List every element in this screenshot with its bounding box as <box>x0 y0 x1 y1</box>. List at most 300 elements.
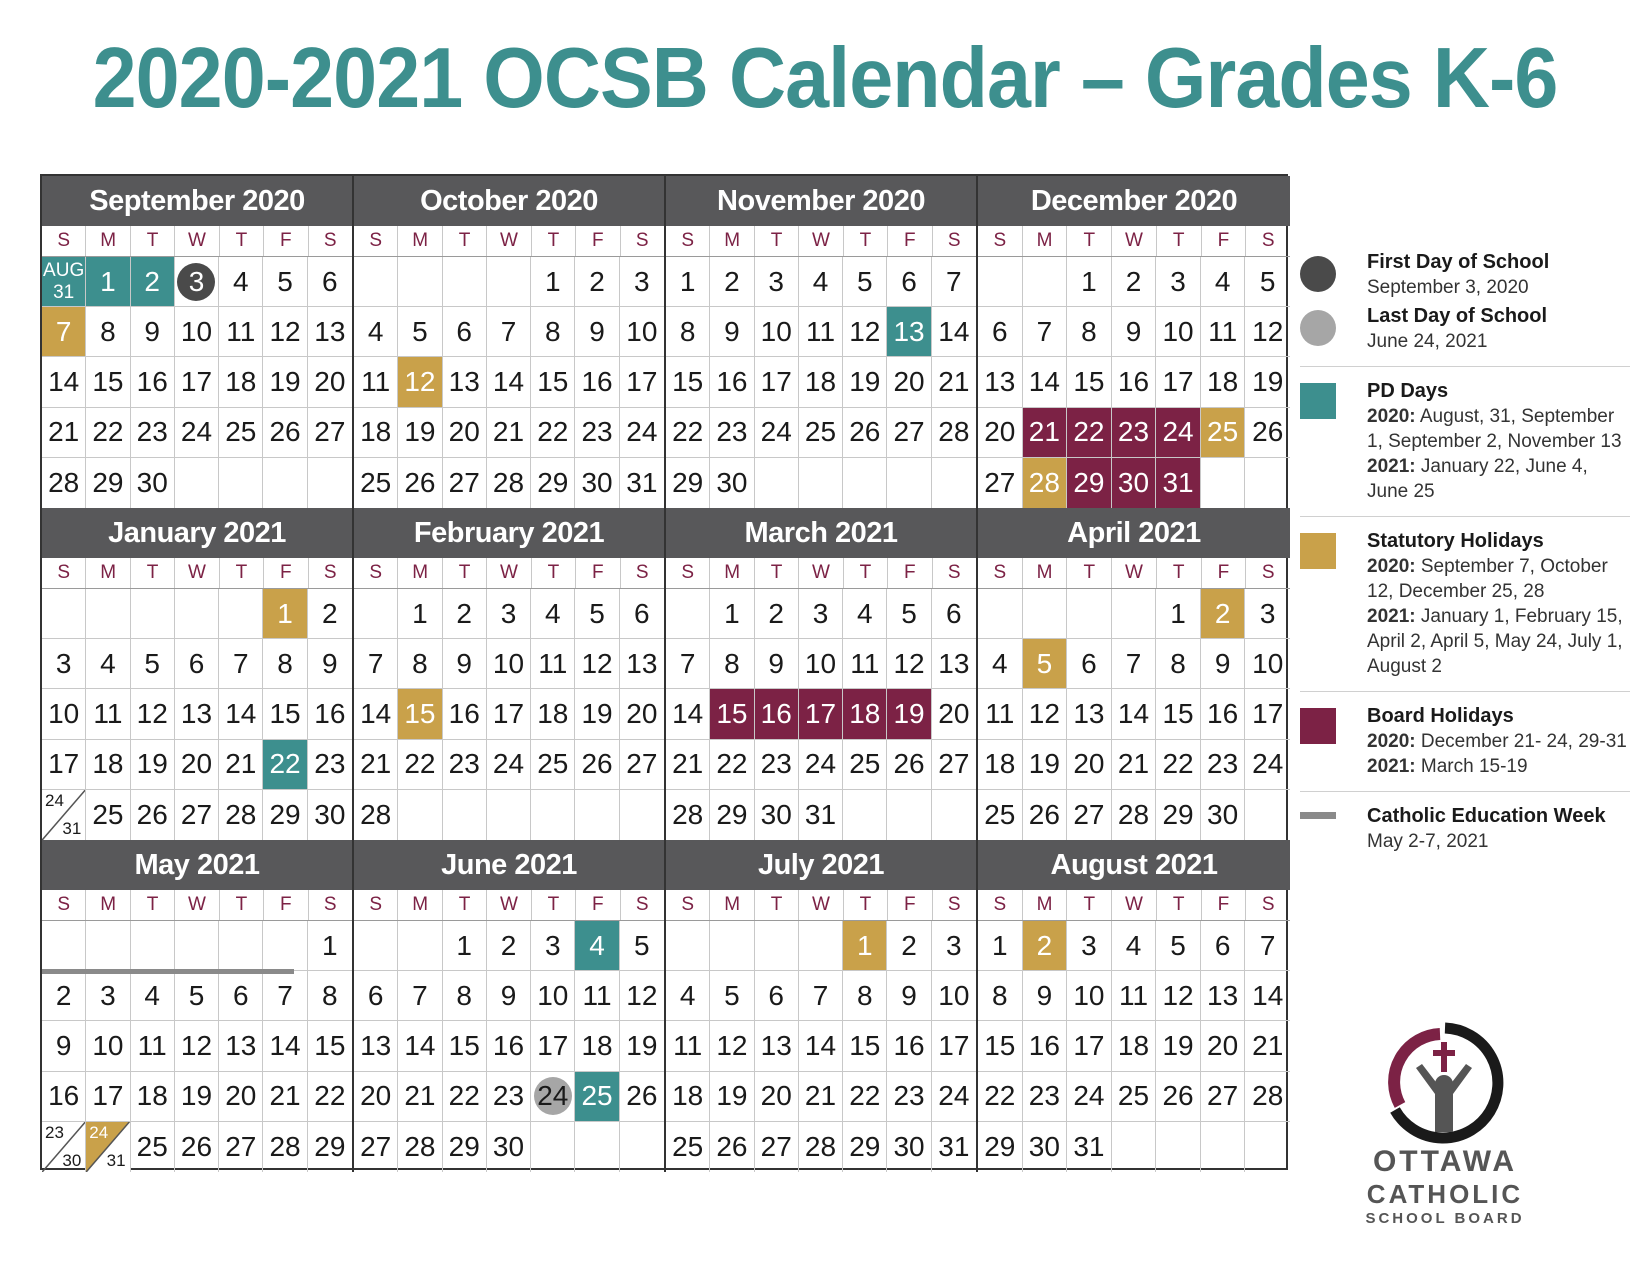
day-number: 2 <box>500 929 517 961</box>
day-cell <box>575 790 619 840</box>
day-cell <box>1245 307 1290 357</box>
day-number: 1 <box>1170 597 1186 629</box>
day-number: 4 <box>856 597 873 629</box>
day-cell <box>799 458 843 508</box>
day-cell <box>932 408 976 458</box>
day-number: 8 <box>412 647 428 679</box>
day-cell <box>219 257 263 307</box>
day-number: 23 <box>136 416 168 448</box>
day-number: 31 <box>53 282 75 304</box>
day-number: 3 <box>946 929 962 961</box>
day-cell <box>42 1021 86 1071</box>
day-number: 17 <box>626 365 658 397</box>
weekday-label: S <box>635 230 649 251</box>
day-cell <box>887 1021 931 1071</box>
day-cell <box>1245 790 1290 840</box>
day-cell <box>531 307 575 357</box>
day-cell <box>131 1072 175 1122</box>
weekday-label: W <box>487 558 531 588</box>
weekday-label: S <box>323 894 337 915</box>
day-cell <box>42 921 86 971</box>
day-number: 12 <box>716 1029 748 1061</box>
maroon-square-icon <box>1300 708 1336 744</box>
day-cell <box>1201 458 1246 508</box>
day-cell <box>1156 921 1201 971</box>
day-cell <box>42 689 86 739</box>
day-cell <box>487 1072 531 1122</box>
day-number: 16 <box>314 697 346 729</box>
day-cell <box>308 1021 352 1071</box>
weekday-label: T <box>755 226 799 256</box>
day-cell <box>887 408 931 458</box>
weekday-header <box>666 558 976 589</box>
day-cell <box>131 307 175 357</box>
day-cell <box>86 971 130 1021</box>
day-cell <box>755 921 799 971</box>
month-days <box>354 257 664 508</box>
day-number: 10 <box>804 647 837 679</box>
day-number: 28 <box>1117 798 1150 830</box>
gold-square-icon <box>1300 533 1336 569</box>
day-cell <box>932 307 976 357</box>
day-cell <box>531 740 575 790</box>
day-cell <box>398 971 442 1021</box>
day-number: 5 <box>901 597 917 629</box>
day-cell <box>487 790 531 840</box>
day-cell <box>1112 639 1157 689</box>
day-cell <box>1067 307 1112 357</box>
day-cell <box>978 589 1023 639</box>
day-number: 30 <box>1207 798 1239 830</box>
day-number: 20 <box>225 1080 257 1112</box>
day-cell <box>443 790 487 840</box>
day-cell <box>755 1072 799 1122</box>
day-number: 26 <box>849 416 881 448</box>
day-cell <box>1156 639 1201 689</box>
day-cell <box>887 790 931 840</box>
day-cell <box>354 639 398 689</box>
month-title: February 2021 <box>354 508 664 558</box>
day-number: 18 <box>672 1080 704 1112</box>
day-number: 19 <box>1162 1029 1194 1061</box>
weekday-label: T <box>532 890 576 920</box>
day-cell <box>308 921 352 971</box>
day-number: 19 <box>136 748 168 780</box>
day-cell <box>710 971 754 1021</box>
day-number: 27 <box>893 416 925 448</box>
day-number: 25 <box>984 798 1016 830</box>
day-cell <box>308 971 352 1021</box>
day-cell <box>843 589 887 639</box>
day-number: 23 <box>1117 416 1150 448</box>
day-cell <box>575 639 619 689</box>
day-cell <box>666 458 710 508</box>
day-number: 28 <box>360 798 392 830</box>
day-number: 31 <box>938 1130 970 1162</box>
day-cell <box>887 1122 931 1172</box>
weekday-label: F <box>888 226 932 256</box>
day-cell <box>175 307 219 357</box>
day-cell <box>666 257 710 307</box>
day-cell <box>932 689 976 739</box>
day-cell <box>1112 921 1157 971</box>
day-number: 12 <box>404 365 436 397</box>
day-cell <box>398 689 442 739</box>
day-number: 1 <box>456 929 472 961</box>
day-number: 29 <box>448 1130 480 1162</box>
weekday-label: W <box>1112 890 1157 920</box>
day-cell <box>1156 740 1201 790</box>
day-number: 11 <box>226 315 256 347</box>
day-cell <box>666 639 710 689</box>
day-cell <box>354 357 398 407</box>
day-number: 30 <box>314 798 346 830</box>
ocsb-logo <box>1355 1020 1535 1227</box>
day-number: 12 <box>581 647 613 679</box>
day-cell <box>1156 408 1201 458</box>
month-block <box>666 840 978 1172</box>
day-cell <box>131 458 175 508</box>
day-cell <box>978 689 1023 739</box>
day-cell <box>887 307 931 357</box>
day-cell <box>932 1072 976 1122</box>
day-cell <box>531 458 575 508</box>
day-number: 30 <box>136 466 168 498</box>
day-number: 12 <box>1028 697 1060 729</box>
day-number: 13 <box>360 1029 392 1061</box>
weekday-label: F <box>888 890 932 920</box>
day-cell <box>443 307 487 357</box>
month-title: August 2021 <box>978 840 1290 890</box>
day-cell <box>354 408 398 458</box>
day-number: 11 <box>985 697 1015 729</box>
weekday-label: W <box>1112 558 1157 588</box>
weekday-header <box>42 890 352 921</box>
weekday-label: M <box>1023 890 1068 920</box>
day-number: 8 <box>456 979 472 1011</box>
day-number: 11 <box>1208 315 1238 347</box>
day-number: 27 <box>314 416 346 448</box>
day-number: 7 <box>1036 315 1053 347</box>
day-number: 26 <box>1162 1080 1194 1112</box>
day-number: 31 <box>1073 1130 1105 1162</box>
day-number: 6 <box>991 315 1008 347</box>
day-number: 11 <box>673 1029 703 1061</box>
day-cell <box>487 589 531 639</box>
day-number: 2 <box>724 265 740 297</box>
day-number: 3 <box>812 597 829 629</box>
day-number: 16 <box>716 365 748 397</box>
month-title: October 2020 <box>354 176 664 226</box>
day-cell <box>1023 921 1068 971</box>
weekday-label: S <box>978 226 1023 256</box>
day-cell <box>575 1072 619 1122</box>
day-number: 16 <box>136 365 168 397</box>
day-number: 24 <box>180 416 213 448</box>
day-cell <box>131 589 175 639</box>
day-cell <box>175 1072 219 1122</box>
weekday-label: S <box>1261 894 1275 915</box>
day-number: 17 <box>1073 1029 1105 1061</box>
day-number: 18 <box>537 697 569 729</box>
day-number: 21 <box>1028 416 1060 448</box>
day-number: 21 <box>360 748 392 780</box>
day-cell <box>131 971 175 1021</box>
day-number: 4 <box>589 929 605 961</box>
day-number: 2 <box>1214 597 1231 629</box>
day-cell <box>42 307 86 357</box>
day-cell <box>620 740 664 790</box>
day-number: 20 <box>448 416 480 448</box>
day-cell <box>1067 740 1112 790</box>
day-number: 6 <box>1081 647 1097 679</box>
day-number: 16 <box>1028 1029 1060 1061</box>
day-cell <box>131 1021 175 1071</box>
day-number: 4 <box>1125 929 1142 961</box>
day-number: 6 <box>456 315 472 347</box>
day-cell <box>799 1122 843 1172</box>
day-cell <box>1112 1072 1157 1122</box>
day-number: 8 <box>544 315 561 347</box>
legend-last-day: Last Day of School June 24, 2021 <box>1300 304 1630 367</box>
day-cell <box>575 1122 619 1172</box>
day-number: 23 <box>492 1080 525 1112</box>
day-cell <box>131 1122 175 1172</box>
day-number: 18 <box>1117 1029 1150 1061</box>
day-cell <box>487 740 531 790</box>
weekday-label: T <box>844 558 888 588</box>
day-number: 2 <box>589 265 605 297</box>
day-cell <box>978 1072 1023 1122</box>
day-number: 19 <box>180 1080 213 1112</box>
day-cell <box>219 307 263 357</box>
day-number: 28 <box>672 798 704 830</box>
legend-cew: Catholic Education Week May 2-7, 2021 <box>1300 792 1630 854</box>
day-cell <box>1245 589 1290 639</box>
weekday-label: S <box>354 226 398 256</box>
day-cell <box>710 790 754 840</box>
day-cell <box>843 1122 887 1172</box>
day-number: 2 <box>55 979 72 1011</box>
day-cell <box>487 1122 531 1172</box>
day-number: 20 <box>893 365 925 397</box>
weekday-label: F <box>888 558 932 588</box>
day-cell <box>1245 458 1290 508</box>
day-cell <box>219 1122 263 1172</box>
day-number: 6 <box>634 597 650 629</box>
legend-statutory: Statutory Holidays 2020: September 7, October 12, December 25, 28 2021: January 1, February 15, April 2, April 5, May 24, July 1, August 2 <box>1300 517 1630 692</box>
day-cell <box>219 639 263 689</box>
day-number: 14 <box>269 1029 301 1061</box>
day-number: 10 <box>626 315 658 347</box>
day-number: 23 <box>581 416 613 448</box>
day-cell <box>932 740 976 790</box>
day-cell <box>755 639 799 689</box>
day-cell <box>755 458 799 508</box>
day-number: 6 <box>1214 929 1231 961</box>
day-number: 15 <box>314 1029 346 1061</box>
day-number: 19 <box>716 1080 748 1112</box>
day-number: 14 <box>360 697 392 729</box>
day-number: 4 <box>812 265 829 297</box>
day-cell <box>531 639 575 689</box>
day-cell <box>443 921 487 971</box>
day-number: 21 <box>492 416 525 448</box>
day-number: 29 <box>672 466 704 498</box>
day-cell <box>531 921 575 971</box>
day-number: 31 <box>106 1151 126 1170</box>
weekday-label: S <box>1261 230 1275 251</box>
day-number: 27 <box>360 1130 392 1162</box>
day-number: 30 <box>1028 1130 1060 1162</box>
teal-square-icon <box>1300 383 1336 419</box>
weekday-label: W <box>1112 226 1157 256</box>
day-cell <box>710 589 754 639</box>
day-number: 4 <box>367 315 384 347</box>
day-number: 13 <box>1207 979 1239 1011</box>
day-number: 17 <box>760 365 792 397</box>
day-cell <box>710 1021 754 1071</box>
day-number: 28 <box>225 798 257 830</box>
day-cell <box>1023 257 1068 307</box>
day-number: 20 <box>180 748 213 780</box>
day-cell <box>1023 408 1068 458</box>
weekday-header <box>666 890 976 921</box>
month-block <box>354 508 666 840</box>
day-number: 12 <box>849 315 881 347</box>
day-cell <box>978 1021 1023 1071</box>
day-cell <box>666 790 710 840</box>
month-days <box>978 921 1290 1172</box>
day-cell <box>531 790 575 840</box>
day-cell <box>1156 790 1201 840</box>
day-number: 23 <box>893 1080 925 1112</box>
day-cell <box>175 921 219 971</box>
weekday-label: T <box>1157 226 1202 256</box>
day-number: 25 <box>92 798 124 830</box>
weekday-label: S <box>635 562 649 583</box>
day-cell <box>443 589 487 639</box>
weekday-label: S <box>635 894 649 915</box>
month-title: April 2021 <box>978 508 1290 558</box>
day-number: 20 <box>626 697 658 729</box>
weekday-label: W <box>799 226 843 256</box>
day-cell <box>1156 971 1201 1021</box>
logo-text-catholic: CATHOLIC <box>1366 1179 1524 1209</box>
day-number: 4 <box>679 979 696 1011</box>
day-number: 24 <box>1252 748 1284 780</box>
day-cell <box>666 357 710 407</box>
day-cell <box>42 790 86 840</box>
day-cell <box>1156 1021 1201 1071</box>
logo-text-ottawa: OTTAWA <box>1372 1145 1518 1178</box>
weekday-label: T <box>131 558 175 588</box>
day-number: 2 <box>144 265 160 297</box>
day-cell <box>1023 458 1068 508</box>
day-cell <box>219 458 263 508</box>
day-cell <box>978 1122 1023 1172</box>
day-cell <box>1067 1072 1112 1122</box>
day-cell <box>443 1122 487 1172</box>
day-number: 4 <box>991 647 1008 679</box>
light-circle-icon <box>1300 310 1336 346</box>
month-days <box>42 257 352 508</box>
day-number: 24 <box>626 416 658 448</box>
day-cell <box>799 921 843 971</box>
day-cell <box>86 1021 130 1071</box>
day-cell <box>799 971 843 1021</box>
day-cell <box>263 740 307 790</box>
day-number: 3 <box>768 265 784 297</box>
weekday-label: T <box>443 890 487 920</box>
weekday-label: F <box>576 558 620 588</box>
day-number: 22 <box>849 1080 881 1112</box>
day-cell <box>175 790 219 840</box>
day-cell <box>531 589 575 639</box>
weekday-label: W <box>175 558 219 588</box>
weekday-header <box>42 226 352 257</box>
day-number: 8 <box>679 315 696 347</box>
day-number: 22 <box>314 1080 346 1112</box>
day-cell <box>175 1021 219 1071</box>
day-number: 5 <box>277 265 293 297</box>
day-number: 25 <box>672 1130 704 1162</box>
day-number: 27 <box>225 1130 257 1162</box>
day-number: 19 <box>269 365 301 397</box>
day-cell <box>175 740 219 790</box>
day-number: 26 <box>136 798 168 830</box>
day-cell <box>487 689 531 739</box>
day-cell <box>1156 307 1201 357</box>
day-number: 25 <box>360 466 392 498</box>
day-cell <box>42 458 86 508</box>
logo-emblem-icon <box>1380 1020 1510 1145</box>
day-cell <box>1201 971 1246 1021</box>
day-number: 14 <box>404 1029 436 1061</box>
day-number: 22 <box>269 748 301 780</box>
legend-first-day: First Day of School September 3, 2020 <box>1300 250 1630 304</box>
day-cell <box>1201 790 1246 840</box>
day-cell <box>354 921 398 971</box>
prev-month-label: AUG <box>43 260 85 282</box>
gray-bar-icon <box>1300 812 1336 819</box>
day-number: 31 <box>804 798 837 830</box>
day-cell <box>887 589 931 639</box>
day-number: 27 <box>180 798 213 830</box>
weekday-label: T <box>131 226 175 256</box>
day-cell <box>1245 357 1290 407</box>
day-number: 1 <box>1081 265 1097 297</box>
month-title: July 2021 <box>666 840 976 890</box>
day-cell <box>843 639 887 689</box>
day-number: 29 <box>269 798 301 830</box>
day-number: 4 <box>100 647 116 679</box>
day-number: 17 <box>1162 365 1194 397</box>
day-number: 16 <box>893 1029 925 1061</box>
day-cell <box>263 1021 307 1071</box>
day-number: 9 <box>589 315 605 347</box>
day-number: 5 <box>1170 929 1186 961</box>
day-number: 29 <box>92 466 124 498</box>
day-number: 21 <box>269 1080 301 1112</box>
day-cell <box>1067 790 1112 840</box>
day-cell <box>86 257 130 307</box>
day-number: 10 <box>760 315 792 347</box>
month-block <box>42 508 354 840</box>
day-number: 22 <box>92 416 124 448</box>
weekday-label: W <box>175 890 219 920</box>
day-number: 27 <box>760 1130 792 1162</box>
